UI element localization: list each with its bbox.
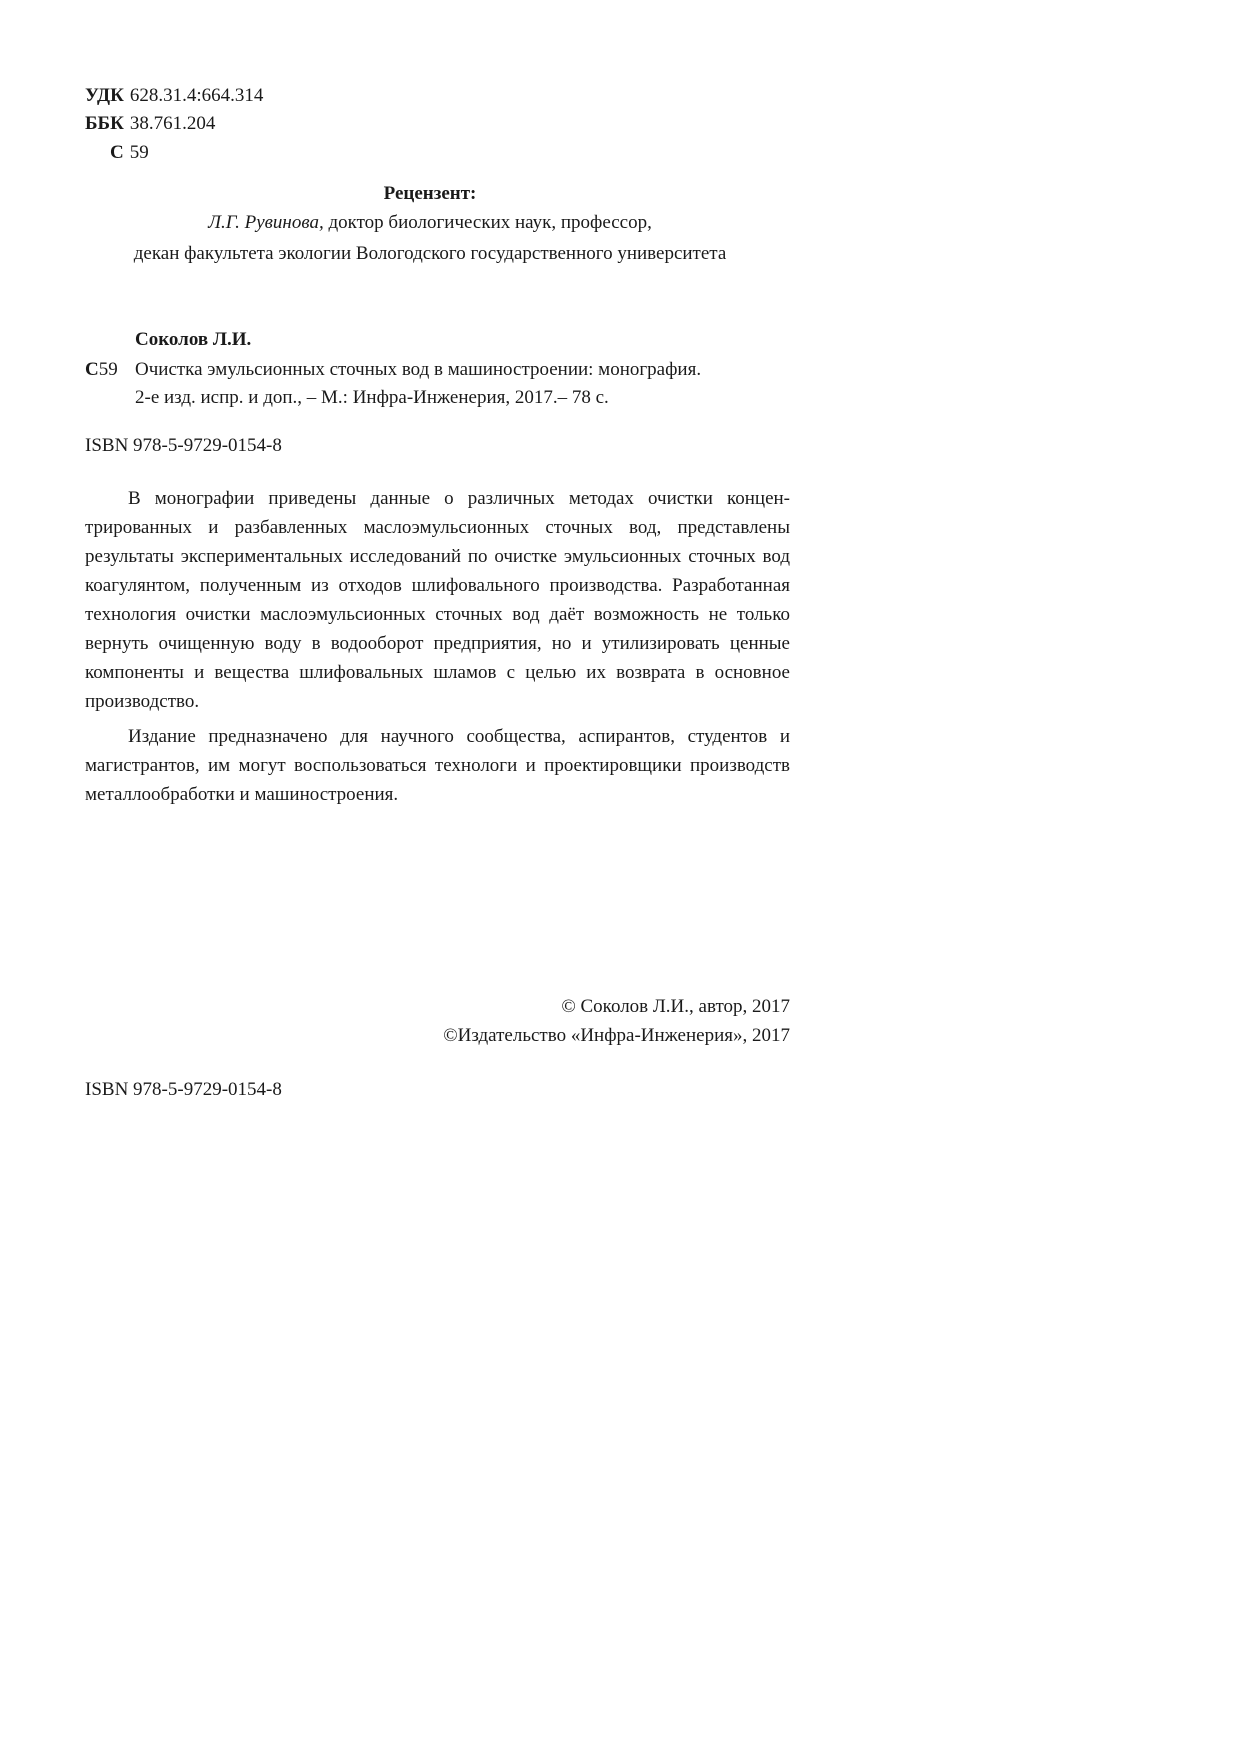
reviewer-title: доктор биологических наук, профессор, <box>323 212 652 233</box>
annotation <box>85 484 790 815</box>
copyright-publisher: ©Издательство «Инфра-Инженерия», 2017 <box>443 1025 790 1046</box>
isbn-bottom: ISBN 978-5-9729-0154-8 <box>85 1079 282 1100</box>
bbk-line <box>85 110 215 138</box>
bib-title-line <box>85 356 701 384</box>
udk-label: УДК <box>85 85 124 106</box>
annotation-paragraph-2: Издание предназначено для научного сообщества, аспирантов, студентов и магистрантов, им могут воспользоваться технологи и проектировщики производств металлообработки и машиностроения. <box>85 726 790 805</box>
bbk-value: 38.761.204 <box>129 113 216 134</box>
author-mark-label: С <box>110 142 124 163</box>
reviewer-heading: Рецензент: <box>383 183 477 204</box>
bbk-label: ББК <box>85 113 124 134</box>
reviewer-line <box>0 209 860 237</box>
reviewer-position: декан факультета экологии Вологодского государственного университета <box>133 243 727 264</box>
copyright-block <box>300 992 790 1050</box>
bib-code-number: 59 <box>98 359 118 380</box>
bib-title: Очистка эмульсионных сточных вод в машиностроении: монография. <box>135 359 702 380</box>
book-author: Соколов Л.И. <box>135 329 252 350</box>
udk-value: 628.31.4:664.314 <box>129 85 264 106</box>
reviewer-name: Л.Г. Рувинова, <box>208 212 324 233</box>
copyright-author: © Соколов Л.И., автор, 2017 <box>561 996 790 1017</box>
author-mark-line <box>110 139 149 167</box>
isbn-top: ISBN 978-5-9729-0154-8 <box>85 435 282 456</box>
bib-code <box>85 356 135 384</box>
author-mark-value: 59 <box>129 142 149 163</box>
udk-line <box>85 82 263 110</box>
bib-code-letter: С <box>85 359 99 380</box>
annotation-paragraph-1: В монографии приведены данные о различных методах очистки концентрированных и разбавленных маслоэмульсионных сточных вод, представлены результаты экспериментальных исследований по очистке эмульсионных сточных вод коагулянтом, полученным из отходов шлифовального производства. Разработанная технология очистки маслоэмульсионных сточных вод даёт возможность не только вернуть очищенную воду в водооборот предприятия, но и утилизировать ценные компоненты и вещества шлифовальных шламов с целью их возврата в основное производство. <box>85 488 790 712</box>
bib-edition-line: 2-е изд. испр. и доп., – М.: Инфра-Инженерия, 2017.– 78 с. <box>135 387 609 408</box>
